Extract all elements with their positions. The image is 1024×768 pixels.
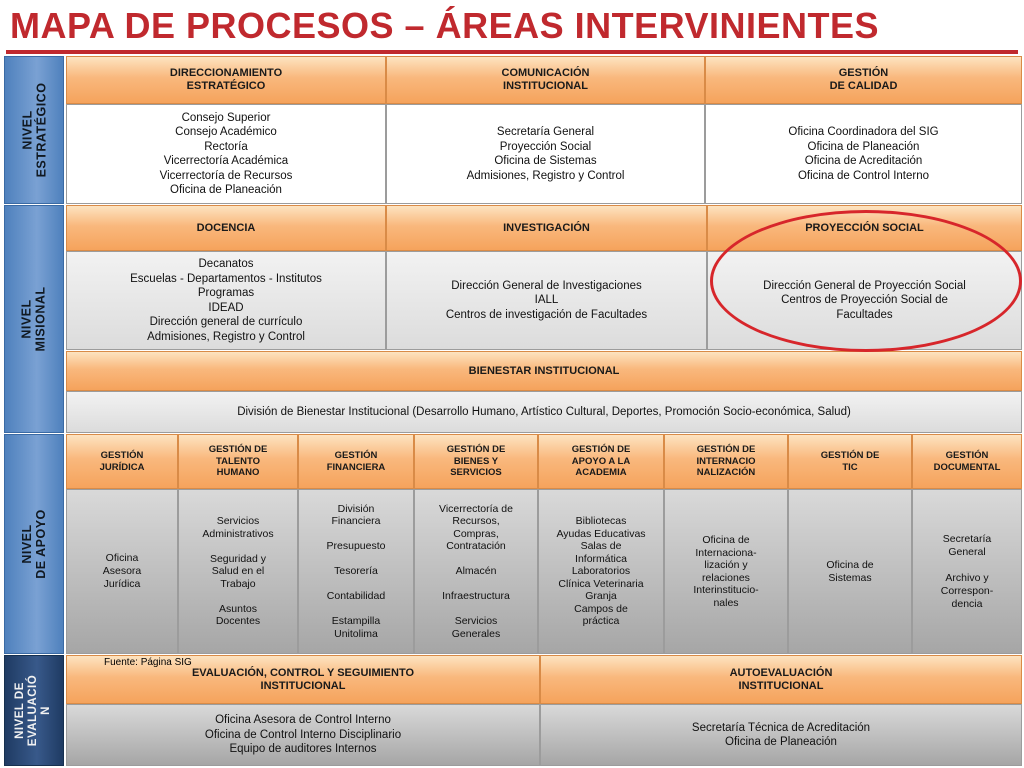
- level-misional-label: NIVEL MISIONAL: [20, 286, 49, 352]
- level-estrategico: [4, 56, 64, 204]
- process-areas-bienes-servicios: [414, 489, 538, 654]
- level-estrategico-label: NIVEL ESTRATÉGICO: [20, 82, 49, 178]
- process-areas-direccionamiento: [66, 104, 386, 204]
- process-header-label: COMUNICACIÓN INSTITUCIONAL: [501, 67, 590, 92]
- source-note: Fuente: Página SIG: [104, 657, 192, 668]
- process-header-label: GESTIÓN DE BIENES Y SERVICIOS: [446, 444, 506, 479]
- process-header-comunicacion: [386, 56, 705, 104]
- process-header-label: GESTIÓN DE TALENTO HUMANO: [208, 444, 268, 479]
- title-underline: [6, 50, 1018, 54]
- process-header-label: DIRECCIONAMIENTO ESTRATÉGICO: [169, 67, 283, 92]
- process-header-bienestar: [66, 351, 1022, 391]
- process-header-financiera: [298, 434, 414, 489]
- process-areas-text: Dirección General de Investigaciones IALL Centros de investigación de Facultades: [445, 279, 648, 321]
- process-header-direccionamiento: [66, 56, 386, 104]
- process-areas-text: Consejo Superior Consejo Académico Rectoría Vicerrectoría Académica Vicerrectoría de Recursos Oficina de Planeación: [159, 111, 293, 196]
- level-misional: [4, 205, 64, 433]
- level-apoyo-label: NIVEL DE APOYO: [20, 509, 48, 579]
- process-areas-text: Secretaría Técnica de Acreditación Oficina de Planeación: [691, 721, 871, 748]
- process-header-calidad: [705, 56, 1022, 104]
- process-header-internacionalizacion: [664, 434, 788, 489]
- process-header-label: GESTIÓN DE TIC: [820, 450, 880, 473]
- process-areas-comunicacion: [386, 104, 705, 204]
- level-evaluacion-label: NIVEL DE EVALUACIÓ N: [14, 674, 53, 747]
- process-header-label: DOCENCIA: [196, 221, 256, 234]
- process-header-label: GESTIÓN DOCUMENTAL: [933, 450, 1001, 473]
- process-areas-text: Dirección General de Proyección Social Centros de Proyección Social de Facultades: [763, 279, 966, 321]
- process-header-docencia: [66, 205, 386, 251]
- process-areas-text: Oficina de Sistemas: [826, 558, 874, 584]
- process-header-label: GESTIÓN DE CALIDAD: [829, 67, 898, 92]
- process-areas-text: Decanatos Escuelas - Departamentos - Institutos Programas IDEAD Dirección general de currículo Admisiones, Registro y Control: [130, 258, 322, 343]
- process-header-label: AUTOEVALUACIÓN INSTITUCIONAL: [729, 666, 833, 692]
- process-areas-evaluacion-control: [66, 704, 540, 766]
- process-header-label: GESTIÓN DE APOYO A LA ACADEMIA: [571, 444, 631, 479]
- process-header-documental: [912, 434, 1022, 489]
- process-header-label: GESTIÓN FINANCIERA: [326, 450, 386, 473]
- process-header-label: GESTIÓN JURÍDICA: [99, 450, 145, 473]
- process-areas-apoyo-academia: [538, 489, 664, 654]
- process-header-label: BIENESTAR INSTITUCIONAL: [468, 364, 620, 377]
- process-areas-documental: [912, 489, 1022, 654]
- process-header-investigacion: [386, 205, 707, 251]
- page-title: MAPA DE PROCESOS – ÁREAS INTERVINIENTES: [10, 5, 879, 46]
- process-header-label: GESTIÓN DE INTERNACIO NALIZACIÓN: [696, 444, 756, 479]
- process-header-tic: [788, 434, 912, 489]
- process-areas-text: Servicios Administrativos Seguridad y Salud en el Trabajo Asuntos Docentes: [202, 515, 274, 628]
- process-areas-docencia: [66, 251, 386, 350]
- process-areas-text: Bibliotecas Ayudas Educativas Salas de Informática Laboratorios Clínica Veterinaria Granja Campos de práctica: [556, 515, 646, 628]
- process-areas-text: Secretaría General Proyección Social Oficina de Sistemas Admisiones, Registro y Control: [466, 126, 625, 182]
- process-areas-text: Oficina Asesora de Control Interno Oficina de Control Interno Disciplinario Equipo de auditores Internos: [204, 714, 402, 756]
- process-areas-juridica: [66, 489, 178, 654]
- process-areas-internacionalizacion: [664, 489, 788, 654]
- process-areas-text: Oficina Coordinadora del SIG Oficina de Planeación Oficina de Acreditación Oficina de Control Interno: [788, 126, 939, 182]
- level-evaluacion: [4, 655, 64, 766]
- level-apoyo: [4, 434, 64, 654]
- process-areas-proyeccion-social: [707, 251, 1022, 350]
- process-header-bienes-servicios: [414, 434, 538, 489]
- process-header-label: EVALUACIÓN, CONTROL Y SEGUIMIENTO INSTITUCIONAL: [191, 666, 415, 692]
- process-header-talento-humano: [178, 434, 298, 489]
- process-areas-text: Oficina de Internaciona- lización y relaciones Interinstitucio- nales: [693, 534, 759, 609]
- process-header-autoevaluacion: [540, 655, 1022, 704]
- process-areas-calidad: [705, 104, 1022, 204]
- process-header-label: PROYECCIÓN SOCIAL: [805, 221, 924, 234]
- process-areas-autoevaluacion: [540, 704, 1022, 766]
- process-areas-financiera: [298, 489, 414, 654]
- process-areas-bienestar: [66, 391, 1022, 433]
- process-areas-text: División Financiera Presupuesto Tesorería Contabilidad Estampilla Unitolima: [326, 502, 386, 640]
- process-header-proyeccion-social: [707, 205, 1022, 251]
- process-areas-text: Secretaría General Archivo y Correspon- dencia: [940, 532, 994, 610]
- process-areas-text: División de Bienestar Institucional (Desarrollo Humano, Artístico Cultural, Deportes, Promoción Socio-económica, Salud): [237, 405, 851, 418]
- process-header-label: INVESTIGACIÓN: [503, 221, 590, 234]
- process-areas-talento-humano: [178, 489, 298, 654]
- process-header-juridica: [66, 434, 178, 489]
- process-areas-tic: [788, 489, 912, 654]
- process-header-apoyo-academia: [538, 434, 664, 489]
- process-areas-text: Oficina Asesora Jurídica: [102, 552, 142, 590]
- process-areas-investigacion: [386, 251, 707, 350]
- process-areas-text: Vicerrectoría de Recursos, Compras, Contratación Almacén Infraestructura Servicios Generales: [439, 502, 513, 640]
